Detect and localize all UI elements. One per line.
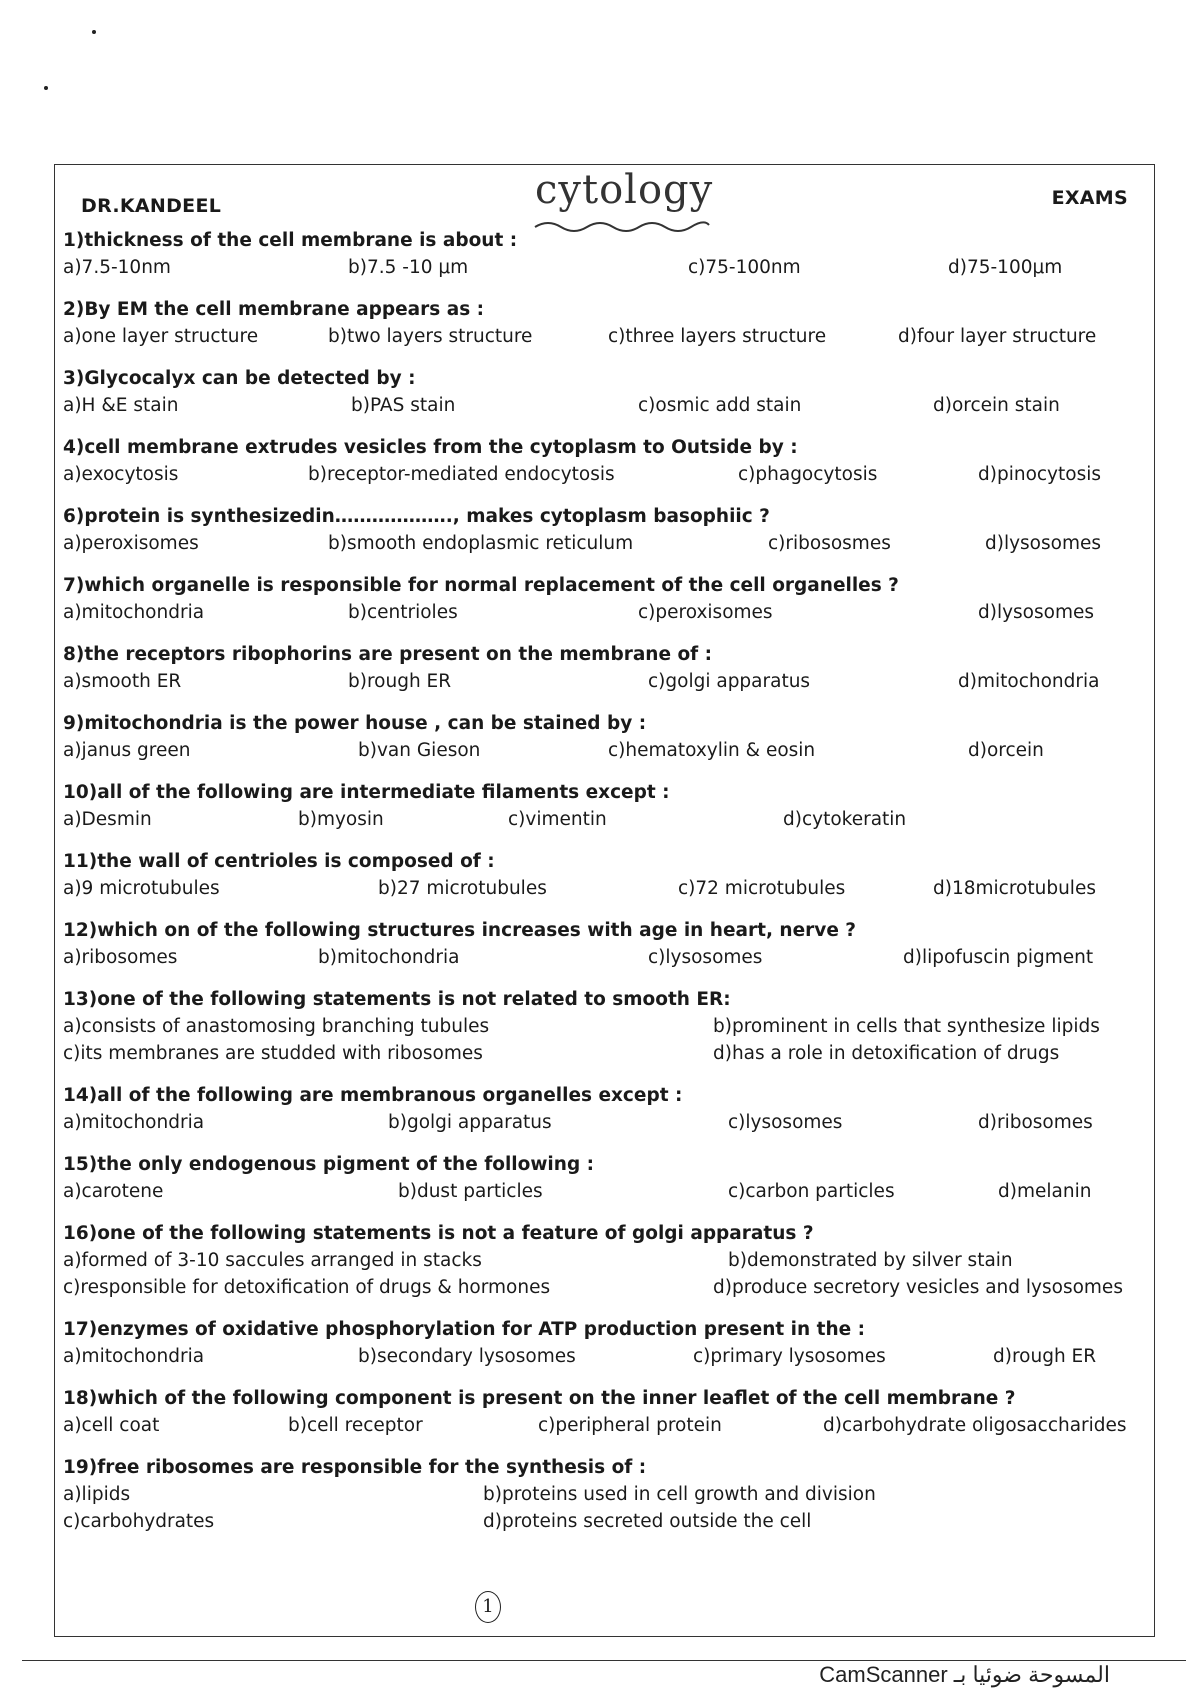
option-d: d)lipofuscin pigment [903, 947, 1094, 968]
question-stem: 19)free ribosomes are responsible for the synthesis of : [63, 1457, 647, 1478]
option-c: c)hematoxylin & eosin [608, 740, 816, 761]
question-stem: 16)one of the following statements is not a feature of golgi apparatus ? [63, 1223, 814, 1244]
option-d: d)cytokeratin [783, 809, 907, 830]
option-c: c)carbohydrates [63, 1511, 215, 1532]
question-stem: 14)all of the following are membranous organelles except : [63, 1085, 683, 1106]
option-b: b)prominent in cells that synthesize lipids [713, 1016, 1100, 1037]
exam-sheet [54, 164, 1155, 1637]
option-b: b)van Gieson [358, 740, 481, 761]
question-stem: 18)which of the following component is present on the inner leaflet of the cell membrane ? [63, 1388, 1016, 1409]
option-a: a)mitochondria [63, 1346, 205, 1367]
option-b: b)7.5 -10 μm [348, 257, 469, 278]
option-a: a)Desmin [63, 809, 152, 830]
option-a: a)formed of 3-10 saccules arranged in stacks [63, 1250, 482, 1271]
question-3 [63, 365, 1148, 419]
question-6 [63, 503, 1148, 557]
option-d: d)produce secretory vesicles and lysosomes [713, 1277, 1123, 1298]
option-a: a)consists of anastomosing branching tubules [63, 1016, 490, 1037]
option-c: c)responsible for detoxification of drugs & hormones [63, 1277, 551, 1298]
question-15 [63, 1151, 1148, 1205]
option-d: d)pinocytosis [978, 464, 1101, 485]
question-stem: 12)which on of the following structures increases with age in heart, nerve ? [63, 920, 857, 941]
question-stem: 4)cell membrane extrudes vesicles from the cytoplasm to Outside by : [63, 437, 798, 458]
option-c: c)75-100nm [688, 257, 801, 278]
option-c: c)peripheral protein [538, 1415, 722, 1436]
scan-speck [92, 30, 96, 34]
option-c: c)phagocytosis [738, 464, 878, 485]
question-stem: 15)the only endogenous pigment of the following : [63, 1154, 595, 1175]
question-stem: 7)which organelle is responsible for normal replacement of the cell organelles ? [63, 575, 899, 596]
option-a: a)one layer structure [63, 326, 259, 347]
option-d: d)rough ER [993, 1346, 1097, 1367]
question-14 [63, 1082, 1148, 1136]
option-c: c)three layers structure [608, 326, 827, 347]
option-a: a)ribosomes [63, 947, 178, 968]
option-d: d)four layer structure [898, 326, 1097, 347]
scan-speck [44, 86, 48, 90]
option-c: c)peroxisomes [638, 602, 773, 623]
option-b: b)golgi apparatus [388, 1112, 552, 1133]
option-d: d)75-100μm [948, 257, 1063, 278]
option-c: c)carbon particles [728, 1181, 895, 1202]
question-stem: 6)protein is synthesizedin………………., makes cytoplasm basophiic ? [63, 506, 770, 527]
option-a: a)exocytosis [63, 464, 179, 485]
option-a: a)janus green [63, 740, 191, 761]
option-d: d)lysosomes [978, 602, 1095, 623]
question-13 [63, 986, 1148, 1067]
option-b: b)myosin [298, 809, 384, 830]
option-a: a)mitochondria [63, 602, 205, 623]
option-d: d)mitochondria [958, 671, 1100, 692]
option-c: c)ribososmes [768, 533, 891, 554]
question-9 [63, 710, 1148, 764]
option-d: d)melanin [998, 1181, 1092, 1202]
question-stem: 1)thickness of the cell membrane is about : [63, 230, 518, 251]
question-stem: 11)the wall of centrioles is composed of : [63, 851, 495, 872]
question-4 [63, 434, 1148, 488]
scanner-watermark: CamScanner المسوحة ضوئيا بـ [819, 1662, 1110, 1687]
option-b: b)secondary lysosomes [358, 1346, 576, 1367]
option-c: c)osmic add stain [638, 395, 802, 416]
option-c: c)its membranes are studded with ribosomes [63, 1043, 483, 1064]
page-number: 1 [475, 1591, 501, 1623]
question-8 [63, 641, 1148, 695]
option-c: c)72 microtubules [678, 878, 846, 899]
option-d: d)has a role in detoxification of drugs [713, 1043, 1060, 1064]
option-a: a)cell coat [63, 1415, 160, 1436]
option-a: a)7.5-10nm [63, 257, 171, 278]
question-16 [63, 1220, 1148, 1301]
option-b: b)receptor-mediated endocytosis [308, 464, 615, 485]
option-d: d)carbohydrate oligosaccharides [823, 1415, 1127, 1436]
option-b: b)rough ER [348, 671, 452, 692]
question-stem: 13)one of the following statements is not related to smooth ER: [63, 989, 731, 1010]
question-18 [63, 1385, 1148, 1439]
question-10 [63, 779, 1148, 833]
option-d: d)lysosomes [985, 533, 1102, 554]
question-stem: 8)the receptors ribophorins are present on the membrane of : [63, 644, 713, 665]
option-b: b)centrioles [348, 602, 458, 623]
exam-label: EXAMS [1051, 187, 1128, 209]
handwritten-title: cytology [535, 167, 714, 213]
option-d: d)ribosomes [978, 1112, 1093, 1133]
option-c: c)primary lysosomes [693, 1346, 886, 1367]
option-b: b)two layers structure [328, 326, 533, 347]
option-c: c)lysosomes [648, 947, 763, 968]
option-b: b)27 microtubules [378, 878, 547, 899]
question-stem: 10)all of the following are intermediate filaments except : [63, 782, 670, 803]
question-19 [63, 1454, 1148, 1535]
option-c: c)lysosomes [728, 1112, 843, 1133]
question-list [63, 227, 1148, 1550]
question-stem: 2)By EM the cell membrane appears as : [63, 299, 485, 320]
option-a: a)smooth ER [63, 671, 182, 692]
question-stem: 9)mitochondria is the power house , can be stained by : [63, 713, 647, 734]
question-7 [63, 572, 1148, 626]
option-a: a)carotene [63, 1181, 164, 1202]
option-b: b)demonstrated by silver stain [728, 1250, 1013, 1271]
option-d: d)orcein stain [933, 395, 1060, 416]
question-12 [63, 917, 1148, 971]
question-11 [63, 848, 1148, 902]
option-b: b)proteins used in cell growth and division [483, 1484, 876, 1505]
option-c: c)golgi apparatus [648, 671, 811, 692]
option-c: c)vimentin [508, 809, 607, 830]
option-b: b)cell receptor [288, 1415, 423, 1436]
option-a: a)9 microtubules [63, 878, 220, 899]
question-2 [63, 296, 1148, 350]
option-a: a)lipids [63, 1484, 131, 1505]
question-stem: 17)enzymes of oxidative phosphorylation for ATP production present in the : [63, 1319, 865, 1340]
option-a: a)mitochondria [63, 1112, 205, 1133]
option-b: b)smooth endoplasmic reticulum [328, 533, 634, 554]
author-label: DR.KANDEEL [81, 195, 222, 217]
option-d: d)orcein [968, 740, 1044, 761]
option-d: d)18microtubules [933, 878, 1096, 899]
option-a: a)H &E stain [63, 395, 179, 416]
option-a: a)peroxisomes [63, 533, 199, 554]
question-1 [63, 227, 1148, 281]
option-b: b)PAS stain [351, 395, 456, 416]
option-b: b)mitochondria [318, 947, 460, 968]
question-17 [63, 1316, 1148, 1370]
option-b: b)dust particles [398, 1181, 543, 1202]
question-stem: 3)Glycocalyx can be detected by : [63, 368, 416, 389]
bottom-divider [22, 1660, 1186, 1661]
option-d: d)proteins secreted outside the cell [483, 1511, 812, 1532]
